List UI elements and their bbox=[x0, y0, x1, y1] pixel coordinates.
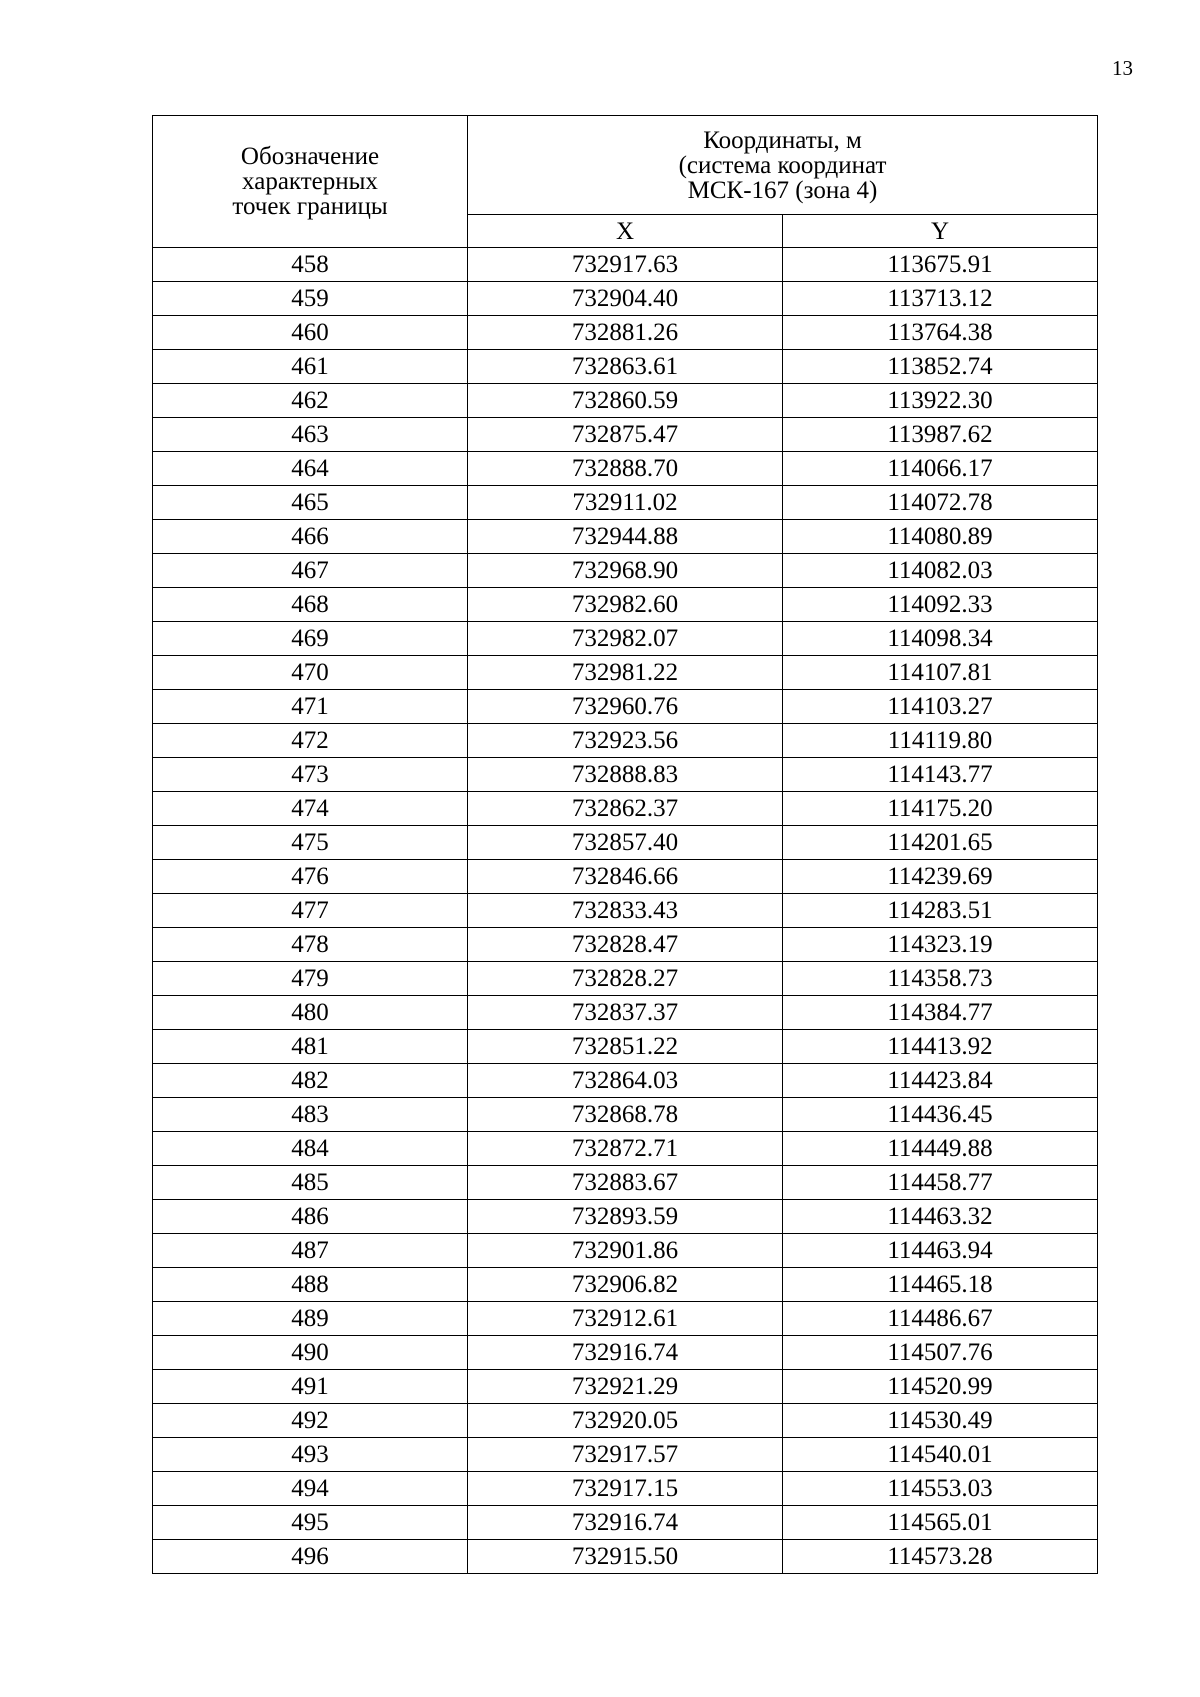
cell-point: 467 bbox=[153, 554, 468, 588]
cell-point: 484 bbox=[153, 1132, 468, 1166]
cell-point: 482 bbox=[153, 1064, 468, 1098]
table-row bbox=[153, 928, 1098, 962]
cell-x: 732864.03 bbox=[468, 1064, 783, 1098]
cell-y: 113852.74 bbox=[783, 350, 1098, 384]
cell-point: 489 bbox=[153, 1302, 468, 1336]
cell-x: 732846.66 bbox=[468, 860, 783, 894]
cell-y: 114107.81 bbox=[783, 656, 1098, 690]
cell-x: 732916.74 bbox=[468, 1336, 783, 1370]
cell-point: 478 bbox=[153, 928, 468, 962]
cell-y: 114530.49 bbox=[783, 1404, 1098, 1438]
cell-point: 493 bbox=[153, 1438, 468, 1472]
cell-point: 468 bbox=[153, 588, 468, 622]
cell-point: 472 bbox=[153, 724, 468, 758]
cell-point: 491 bbox=[153, 1370, 468, 1404]
cell-y: 114175.20 bbox=[783, 792, 1098, 826]
table-row bbox=[153, 486, 1098, 520]
cell-point: 486 bbox=[153, 1200, 468, 1234]
cell-y: 114082.03 bbox=[783, 554, 1098, 588]
cell-y: 114072.78 bbox=[783, 486, 1098, 520]
cell-x: 732981.22 bbox=[468, 656, 783, 690]
cell-x: 732912.61 bbox=[468, 1302, 783, 1336]
table-row bbox=[153, 1234, 1098, 1268]
cell-point: 463 bbox=[153, 418, 468, 452]
cell-y: 114323.19 bbox=[783, 928, 1098, 962]
table-row bbox=[153, 656, 1098, 690]
cell-x: 732883.67 bbox=[468, 1166, 783, 1200]
cell-x: 732828.47 bbox=[468, 928, 783, 962]
cell-point: 469 bbox=[153, 622, 468, 656]
table-row bbox=[153, 622, 1098, 656]
cell-x: 732872.71 bbox=[468, 1132, 783, 1166]
cell-point: 494 bbox=[153, 1472, 468, 1506]
cell-y: 114413.92 bbox=[783, 1030, 1098, 1064]
table-row bbox=[153, 1030, 1098, 1064]
cell-x: 732862.37 bbox=[468, 792, 783, 826]
cell-y: 114486.67 bbox=[783, 1302, 1098, 1336]
cell-x: 732904.40 bbox=[468, 282, 783, 316]
table-row bbox=[153, 452, 1098, 486]
table-row bbox=[153, 1268, 1098, 1302]
table-row bbox=[153, 1438, 1098, 1472]
table-row bbox=[153, 758, 1098, 792]
cell-point: 496 bbox=[153, 1540, 468, 1574]
cell-y: 114080.89 bbox=[783, 520, 1098, 554]
table-row bbox=[153, 1404, 1098, 1438]
cell-point: 487 bbox=[153, 1234, 468, 1268]
cell-point: 475 bbox=[153, 826, 468, 860]
table-row bbox=[153, 894, 1098, 928]
cell-point: 495 bbox=[153, 1506, 468, 1540]
cell-x: 732837.37 bbox=[468, 996, 783, 1030]
cell-y: 114507.76 bbox=[783, 1336, 1098, 1370]
header-y: Y bbox=[783, 215, 1098, 248]
cell-x: 732917.63 bbox=[468, 248, 783, 282]
table-row bbox=[153, 1098, 1098, 1132]
cell-point: 471 bbox=[153, 690, 468, 724]
table-row bbox=[153, 588, 1098, 622]
cell-y: 114463.32 bbox=[783, 1200, 1098, 1234]
cell-y: 113675.91 bbox=[783, 248, 1098, 282]
cell-x: 732833.43 bbox=[468, 894, 783, 928]
cell-y: 114384.77 bbox=[783, 996, 1098, 1030]
cell-y: 114458.77 bbox=[783, 1166, 1098, 1200]
cell-y: 114201.65 bbox=[783, 826, 1098, 860]
cell-x: 732911.02 bbox=[468, 486, 783, 520]
table-row bbox=[153, 962, 1098, 996]
cell-x: 732868.78 bbox=[468, 1098, 783, 1132]
cell-y: 114098.34 bbox=[783, 622, 1098, 656]
cell-point: 477 bbox=[153, 894, 468, 928]
cell-x: 732917.57 bbox=[468, 1438, 783, 1472]
table-row bbox=[153, 826, 1098, 860]
table-row bbox=[153, 1540, 1098, 1574]
cell-y: 114239.69 bbox=[783, 860, 1098, 894]
table-row bbox=[153, 996, 1098, 1030]
coordinates-table bbox=[152, 115, 1098, 1574]
cell-x: 732857.40 bbox=[468, 826, 783, 860]
cell-y: 114358.73 bbox=[783, 962, 1098, 996]
cell-y: 113987.62 bbox=[783, 418, 1098, 452]
cell-x: 732881.26 bbox=[468, 316, 783, 350]
table-row bbox=[153, 860, 1098, 894]
cell-y: 114143.77 bbox=[783, 758, 1098, 792]
cell-point: 473 bbox=[153, 758, 468, 792]
cell-y: 114465.18 bbox=[783, 1268, 1098, 1302]
table-header bbox=[153, 116, 1098, 248]
table-row bbox=[153, 316, 1098, 350]
cell-x: 732893.59 bbox=[468, 1200, 783, 1234]
header-coordinates: Координаты, м (система координат МСК-167 (зона 4) bbox=[468, 116, 1098, 215]
cell-y: 113922.30 bbox=[783, 384, 1098, 418]
cell-point: 479 bbox=[153, 962, 468, 996]
cell-y: 114540.01 bbox=[783, 1438, 1098, 1472]
cell-x: 732982.07 bbox=[468, 622, 783, 656]
cell-point: 470 bbox=[153, 656, 468, 690]
cell-x: 732915.50 bbox=[468, 1540, 783, 1574]
table-row bbox=[153, 1506, 1098, 1540]
cell-x: 732916.74 bbox=[468, 1506, 783, 1540]
cell-point: 462 bbox=[153, 384, 468, 418]
cell-x: 732875.47 bbox=[468, 418, 783, 452]
table-row bbox=[153, 1200, 1098, 1234]
cell-x: 732917.15 bbox=[468, 1472, 783, 1506]
cell-y: 114449.88 bbox=[783, 1132, 1098, 1166]
cell-point: 459 bbox=[153, 282, 468, 316]
cell-x: 732920.05 bbox=[468, 1404, 783, 1438]
cell-y: 114573.28 bbox=[783, 1540, 1098, 1574]
cell-y: 114283.51 bbox=[783, 894, 1098, 928]
cell-x: 732851.22 bbox=[468, 1030, 783, 1064]
cell-y: 114423.84 bbox=[783, 1064, 1098, 1098]
cell-x: 732968.90 bbox=[468, 554, 783, 588]
table-row bbox=[153, 1132, 1098, 1166]
table-row bbox=[153, 724, 1098, 758]
table-row bbox=[153, 384, 1098, 418]
cell-y: 113764.38 bbox=[783, 316, 1098, 350]
table-row bbox=[153, 554, 1098, 588]
cell-point: 483 bbox=[153, 1098, 468, 1132]
cell-x: 732888.83 bbox=[468, 758, 783, 792]
table-row bbox=[153, 1472, 1098, 1506]
cell-x: 732923.56 bbox=[468, 724, 783, 758]
cell-point: 476 bbox=[153, 860, 468, 894]
cell-point: 465 bbox=[153, 486, 468, 520]
cell-point: 461 bbox=[153, 350, 468, 384]
cell-x: 732860.59 bbox=[468, 384, 783, 418]
table-row bbox=[153, 282, 1098, 316]
cell-point: 464 bbox=[153, 452, 468, 486]
cell-y: 114066.17 bbox=[783, 452, 1098, 486]
cell-point: 488 bbox=[153, 1268, 468, 1302]
cell-point: 480 bbox=[153, 996, 468, 1030]
cell-point: 460 bbox=[153, 316, 468, 350]
cell-y: 113713.12 bbox=[783, 282, 1098, 316]
cell-x: 732944.88 bbox=[468, 520, 783, 554]
cell-x: 732888.70 bbox=[468, 452, 783, 486]
table-row bbox=[153, 1336, 1098, 1370]
cell-point: 474 bbox=[153, 792, 468, 826]
cell-point: 490 bbox=[153, 1336, 468, 1370]
table-body bbox=[153, 248, 1098, 1574]
cell-x: 732960.76 bbox=[468, 690, 783, 724]
table-row bbox=[153, 690, 1098, 724]
cell-x: 732901.86 bbox=[468, 1234, 783, 1268]
table-row bbox=[153, 1370, 1098, 1404]
cell-x: 732921.29 bbox=[468, 1370, 783, 1404]
cell-y: 114092.33 bbox=[783, 588, 1098, 622]
cell-point: 481 bbox=[153, 1030, 468, 1064]
cell-y: 114436.45 bbox=[783, 1098, 1098, 1132]
cell-point: 485 bbox=[153, 1166, 468, 1200]
cell-y: 114565.01 bbox=[783, 1506, 1098, 1540]
cell-point: 458 bbox=[153, 248, 468, 282]
header-x: X bbox=[468, 215, 783, 248]
cell-x: 732863.61 bbox=[468, 350, 783, 384]
cell-y: 114119.80 bbox=[783, 724, 1098, 758]
cell-x: 732828.27 bbox=[468, 962, 783, 996]
table-row bbox=[153, 520, 1098, 554]
table-row bbox=[153, 792, 1098, 826]
table-row bbox=[153, 418, 1098, 452]
cell-x: 732906.82 bbox=[468, 1268, 783, 1302]
cell-point: 492 bbox=[153, 1404, 468, 1438]
table-row bbox=[153, 350, 1098, 384]
table-row bbox=[153, 248, 1098, 282]
cell-x: 732982.60 bbox=[468, 588, 783, 622]
table-row bbox=[153, 1302, 1098, 1336]
cell-y: 114553.03 bbox=[783, 1472, 1098, 1506]
table-row bbox=[153, 1064, 1098, 1098]
cell-y: 114103.27 bbox=[783, 690, 1098, 724]
cell-y: 114520.99 bbox=[783, 1370, 1098, 1404]
table-row bbox=[153, 1166, 1098, 1200]
header-point-designation: Обозначение характерных точек границы bbox=[153, 116, 468, 248]
page-number: 13 bbox=[1112, 56, 1133, 80]
cell-y: 114463.94 bbox=[783, 1234, 1098, 1268]
cell-point: 466 bbox=[153, 520, 468, 554]
